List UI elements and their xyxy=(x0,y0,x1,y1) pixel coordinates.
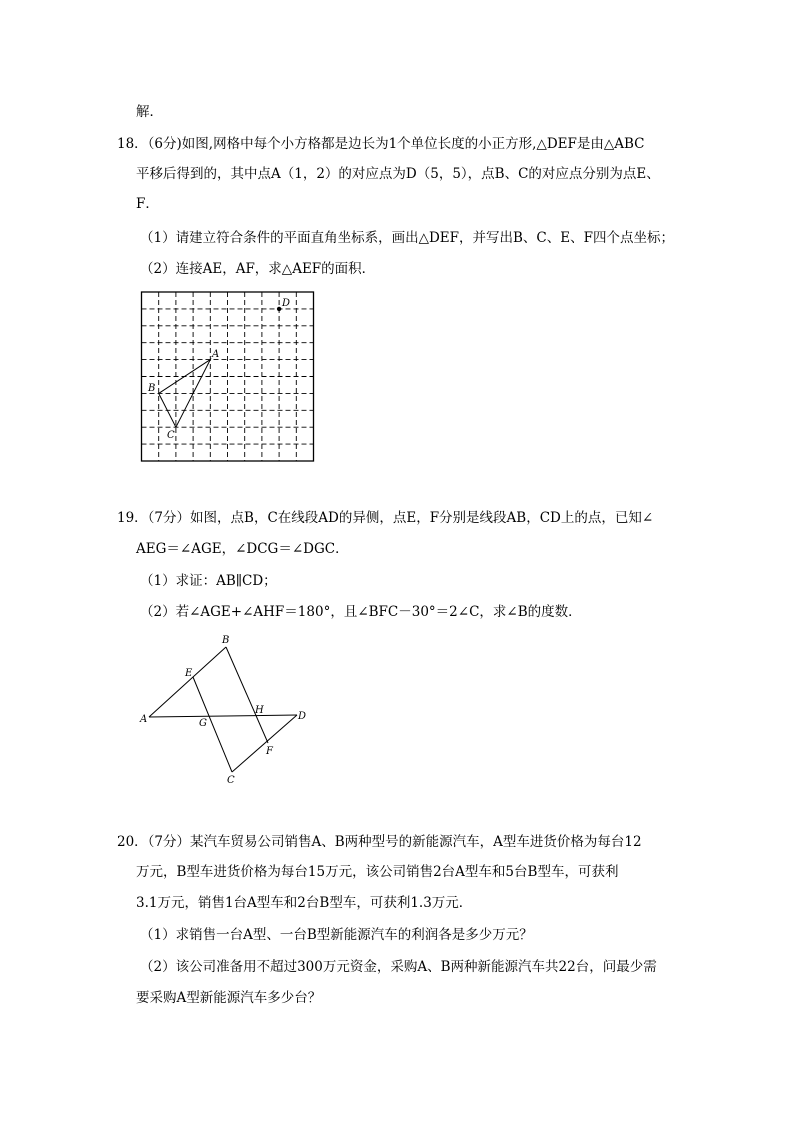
segment-ab xyxy=(149,647,226,717)
q20-part-3: 要采购A型新能源汽车多少台？ xyxy=(136,990,322,1006)
q18-part-1: （1）请建立符合条件的平面直角坐标系，画出△DEF，并写出B、C、E、F四个点坐标； xyxy=(140,230,674,246)
lead-line: 解． xyxy=(136,104,163,120)
label-d: D xyxy=(298,711,307,722)
segment-bf xyxy=(226,647,268,743)
q20-line-1: 20．（7分）某汽车贸易公司销售A、B两种型号的新能源汽车，A型车进货价格为每台12 xyxy=(117,834,642,850)
label-c: C xyxy=(167,430,175,441)
q19-line-2: AEG＝∠AGE，∠DCG＝∠DGC． xyxy=(136,541,349,557)
q18-line-3: F． xyxy=(136,196,159,212)
q19-figure xyxy=(130,630,330,790)
label-a: A xyxy=(140,714,148,725)
q19-line-1: 19．（7分）如图，点B，C在线段AD的异侧，点E，F分别是线段AB，CD上的点，已知∠ xyxy=(117,510,654,526)
segment-ad xyxy=(149,715,297,717)
q18-part-2: （2）连接AE，AF，求△AEF的面积． xyxy=(140,261,376,277)
q20-part-1: （1）求销售一台A型、一台B型新能源汽车的利润各是多少万元？ xyxy=(140,927,533,943)
label-d: D xyxy=(282,298,291,309)
q20-line-3: 3.1万元，销售1台A型车和2台B型车，可获利1.3万元． xyxy=(136,895,473,911)
label-b: B xyxy=(148,383,156,394)
label-f: F xyxy=(266,746,273,757)
q18-line-1: 18．（6分)如图,网格中每个小方格都是边长为1个单位长度的小正方形,△DEF是由△ABC xyxy=(117,136,645,152)
q20-line-2: 万元，B型车进货价格为每台15万元，该公司销售2台A型车和5台B型车，可获利 xyxy=(136,864,619,880)
q19-part-2: （2）若∠AGE+∠AHF＝180°，且∠BFC－30°＝2∠C，求∠B的度数． xyxy=(140,604,582,620)
label-a: A xyxy=(212,349,220,360)
label-g: G xyxy=(199,718,207,729)
q18-line-2: 平移后得到的，其中点A（1，2）的对应点为D（5，5），点B、C的对应点分别为点E、 xyxy=(136,166,660,182)
point-d xyxy=(277,307,281,311)
q18-grid-figure xyxy=(138,288,318,468)
segment-cd xyxy=(232,715,297,772)
q20-part-2: （2）该公司准备用不超过300万元资金，采购A、B两种新能源汽车共22台，问最少需 xyxy=(140,959,657,975)
label-b: B xyxy=(222,635,230,646)
q19-part-1: （1）求证：AB∥CD； xyxy=(140,573,277,589)
label-h: H xyxy=(255,705,264,716)
label-e: E xyxy=(185,668,193,679)
label-c: C xyxy=(227,775,235,786)
